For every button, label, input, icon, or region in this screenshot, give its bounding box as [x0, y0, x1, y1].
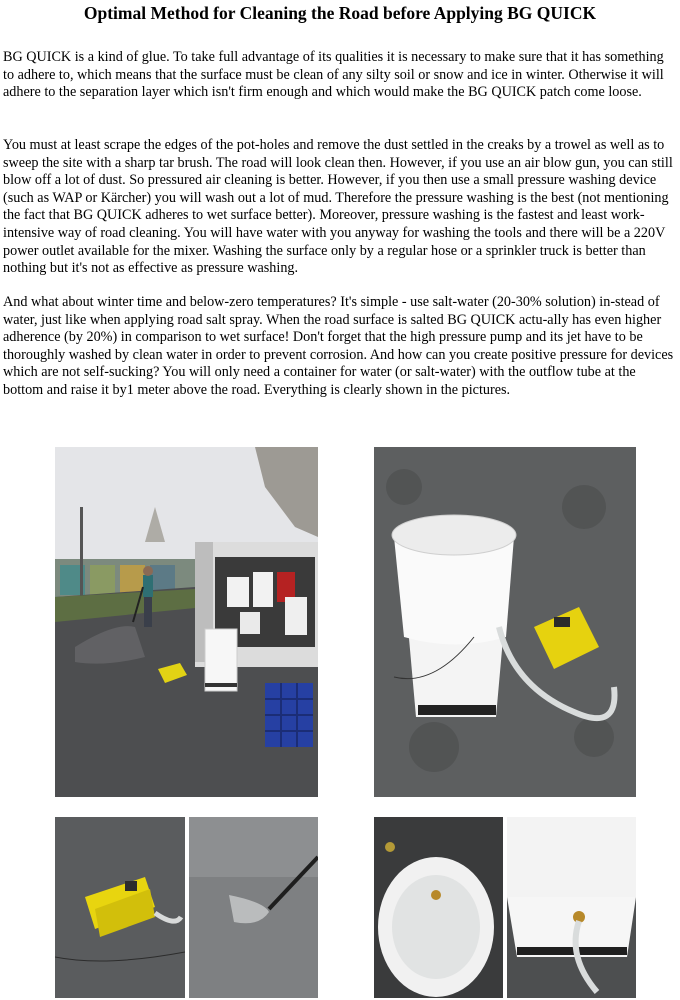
photo-bucket-inside [374, 817, 503, 998]
page-title: Optimal Method for Cleaning the Road before Applying BG QUICK [83, 3, 597, 23]
photo-bucket-outlet [507, 817, 636, 998]
paragraph-winter: And what about winter time and below-zero temperatures? It's simple - use salt-water (20-30% solution) in-stead of water, just like when applying road salt spray. When the road surface is salted BG QUICK actu-ally has even higher adherence (by 20%) in comparison to wet surface! Don't forget that the high pressure pump and its jet have to be thoroughly washed by clean water in order to prevent corrosion. And how can you create positive pressure for devices which are not self-sucking? You will only need a container for water (or salt-water) with the outflow tube at the bottom and raise it by1 meter above the road. Everything is clearly shown in the pictures. [3, 294, 674, 398]
photo-buckets-and-washer [374, 447, 636, 797]
paragraph-intro: BG QUICK is a kind of glue. To take full advantage of its qualities it is necessary to make sure that it has something to adhere to, which means that the surface must be clean of any silty soil or snow and ice in winter. Otherwise it will adhere to the separation layer which isn't firm enough and which would make the BG QUICK patch come loose. [3, 49, 664, 101]
photo-van-pressure-washing [55, 447, 318, 797]
photo-spray-lance [189, 817, 318, 998]
photo-yellow-washer-closeup [55, 817, 185, 998]
paragraph-cleaning-methods: You must at least scrape the edges of the pot-holes and remove the dust settled in the creaks by a trowel as well as to sweep the site with a sharp tar brush. The road will look clean then. However, if you use an air blow gun, you can still blow off a lot of dust. So pressured air cleaning is better. However, if you then use a small pressure washing device (such as WAP or Kärcher) you will wash out a lot of mud. Therefore the pressure washing is the best (not mentioning the fact that BG QUICK adheres to wet surface better). Moreover, pressure washing is the fastest and least work-intensive way of road cleaning. You will have water with you anyway for washing the tools and there will be a 220V power outlet available for the mixer. Washing the surface only by a regular hose or a sprinkler truck is better than nothing but it's not as effective as pressure washing. [3, 137, 673, 277]
